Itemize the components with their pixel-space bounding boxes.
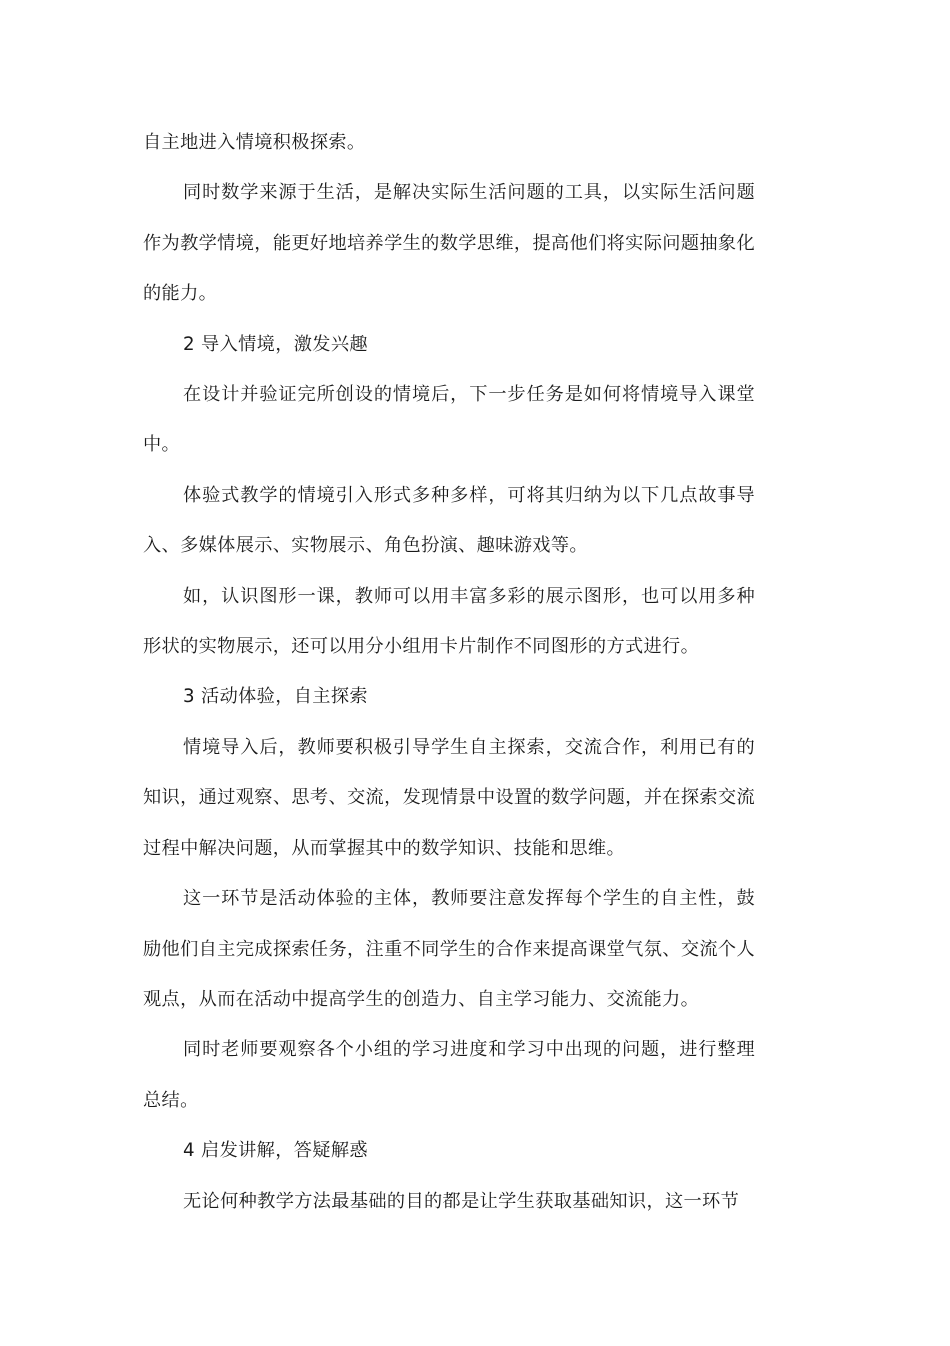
paragraph-introduce-situation: 在设计并验证完所创设的情境后，下一步任务是如何将情境导入课堂中。 xyxy=(143,384,755,456)
paragraph-continuation: 自主地进入情境积极探索。 xyxy=(143,132,366,153)
paragraph-basic-knowledge: 无论何种教学方法最基础的目的都是让学生获取基础知识，这一环节 xyxy=(183,1190,740,1212)
paragraph-shape-example: 如，认识图形一课，教师可以用丰富多彩的展示图形，也可以用多种形状的实物展示，还可以用分小组用卡片制作不同图形的方式进行。 xyxy=(143,585,755,658)
document-page xyxy=(143,118,755,1227)
section-heading-2: 2 导入情境，激发兴趣 xyxy=(183,333,368,355)
section-heading-3: 3 活动体验，自主探索 xyxy=(183,686,368,708)
paragraph-introduction-forms: 体验式教学的情境引入形式多种多样，可将其归纳为以下几点故事导入、多媒体展示、实物展示、角色扮演、趣味游戏等。 xyxy=(143,484,755,557)
paragraph-math-from-life: 同时数学来源于生活，是解决实际生活问题的工具，以实际生活问题作为教学情境，能更好地培养学生的数学思维，提高他们将实际问题抽象化的能力。 xyxy=(143,182,755,305)
paragraph-teacher-observe: 同时老师要观察各个小组的学习进度和学习中出现的问题，进行整理总结。 xyxy=(143,1039,755,1111)
section-heading-4: 4 启发讲解，答疑解惑 xyxy=(183,1140,368,1162)
paragraph-guided-exploration: 情境导入后，教师要积极引导学生自主探索，交流合作，利用已有的知识，通过观察、思考、交流，发现情景中设置的数学问题，并在探索交流过程中解决问题，从而掌握其中的数学知识、技能和思维。 xyxy=(143,736,755,859)
paragraph-activity-core: 这一环节是活动体验的主体，教师要注意发挥每个学生的自主性，鼓励他们自主完成探索任务，注重不同学生的合作来提高课堂气氛、交流个人观点，从而在活动中提高学生的创造力、自主学习能力、交流能力。 xyxy=(143,888,755,1010)
